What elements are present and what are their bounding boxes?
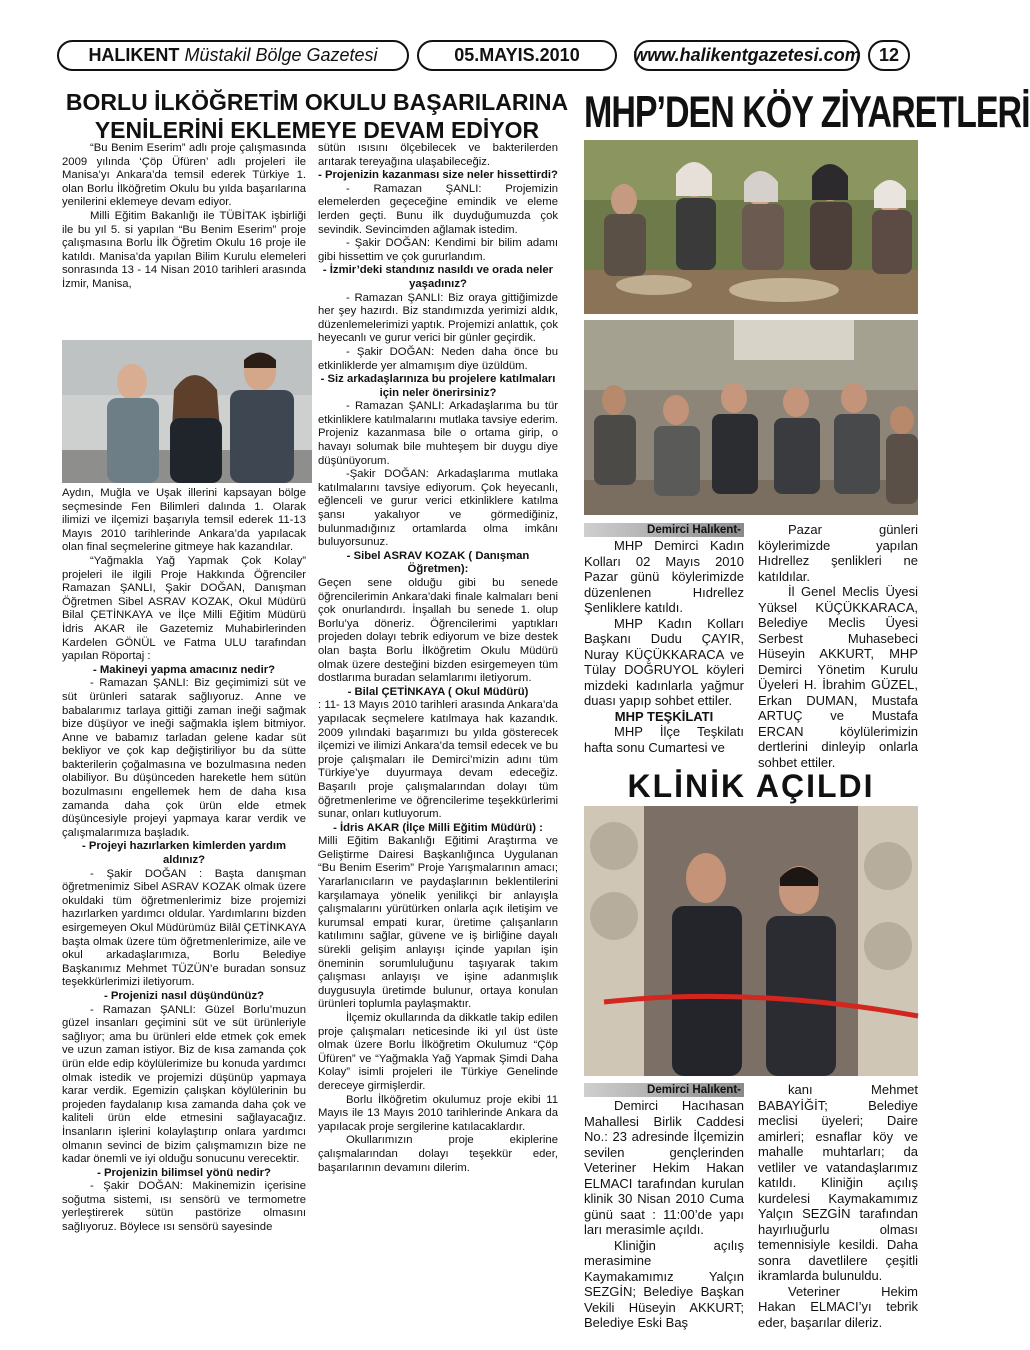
article3-photo-ribbon-cutting (584, 806, 918, 1076)
paragraph: - İdris AKAR (İlçe Milli Eğitim Müdürü) : (333, 821, 543, 834)
paragraph: - Projenizin kazanması size neler hissettirdi? (318, 169, 558, 182)
paragraph: - Projenizi nasıl düşündünüz? (103, 989, 265, 1002)
paragraph: - Ramazan ŞANLI: Biz geçimimizi süt ve süt ürünleri satarak sağlıyoruz. Anne ve babalarımız tarlaya gittiği zaman ineği sağmak bize düşüyor ve ineği sağmakla işlem bitmiyor. Anne ve babamız tarladan gelene kadar süt bekliyor ve çok kap değiştiriliyor bu da sütte bakterilerin çoğalmasına ve bozulmasına neden olabiliyor. Bu düşünceden hareketle hem sütün bozulmasını engellemek hem de daha kısa zamanda daha çok ürün elde etmek düşüncesiyle projeyi yapmaya karar verdik ve çalışmalarımıza başladık. (62, 677, 306, 839)
article3-col1 (584, 1098, 744, 1330)
paragraph: Pazar günleri köylerimizde yapılan Hıdrellez şenlikleri ne katıldılar. (758, 522, 918, 584)
paragraph: “Bu Benim Eserim” adlı proje çalışmasında 2009 yılında ‘Çöp Üfüren’ adlı projeleri ile Manisa’yı Ankara’da temsil ederek Türkiye 1. olan Borlu İlköğretim Okulu bu yılda başarılarına yenilerini eklemeye devam ediyor. (62, 142, 306, 209)
paragraph: - Şakir DOĞAN: Kendimi bir bilim adamı gibi hissettim ve çok gururlandım. (318, 237, 558, 263)
article2-col2 (758, 522, 918, 770)
paragraph: - Makineyi yapma amacınız nedir? (92, 663, 276, 676)
issue-date (417, 40, 617, 71)
paragraph: Demirci Hacıhasan Mahallesi Birlik Caddesi No.: 23 adresinde İlçemizin sevilen gençlerinden Veteriner Hekim Hakan ELMACI tarafından kurulan klinik 30 Nisan 2010 Cuma günü saat : 11:00’de yapı ları merasimle açıldı. (584, 1098, 744, 1237)
paragraph: - İzmir’deki standınız nasıldı ve orada neler yaşadınız? (322, 264, 554, 290)
article1-col1-bottom (62, 487, 306, 1315)
masthead-name (57, 40, 409, 71)
paragraph: - Şakir DOĞAN: Neden daha önce bu etkinliklerde yer almamışım diye üzüldüm. (318, 345, 558, 372)
article2-photo-men-seated (584, 320, 918, 515)
paragraph: MHP Demirci Kadın Kolları 02 Mayıs 2010 Pazar günü köylerimizde düzenlenen Hıdrellez Şenliklere katıldı. (584, 538, 744, 615)
article2-title: MHP’DEN KÖY ZİYARETLERİ (584, 87, 1030, 138)
paragraph: Milli Eğitim Bakanlığı ile TÜBİTAK işbirliği ile bu yıl 5. si yapılan “Bu Benim Eserim” proje çalışmasına Borlu İlk Öğretim Okulu 16 proje ile katıldı. Manisa’da yapılan Bilim Kurulu elemeleri sonrasında 13 - 14 Nisan 2010 tarihleri arasında İzmir, Manisa, (62, 209, 306, 290)
paragraph: Milli Eğitim Bakanlığı Eğitimi Araştırma ve Geliştirme Dairesi Başkanlığınca Uygulanan “Bu Benim Eserim” Proje Yarışmalarının amacı; Yararlanıcıların ve paydaşlarının beklentilerini karşılamaya yönelik yenilikçi bir anlayışla çalışmalarını yürütürken onlarla açık iletişim ve kurumsal empati kurar, üretime çalışanların katılımını sağlar, güvene ve iş birliğine dayalı sürekli gelişim anlayışı içinde yapılan işin öneminin sorumluluğunu taşıyarak takım çalışması anlayışı ve işine adanmışlık duygusuyla üretimde bulunur, ortaya konulan ürünleri toplumla paylaşmaktır. (318, 835, 558, 1011)
page-number (868, 40, 910, 71)
paper-subtitle: Müstakil Bölge Gazetesi (184, 45, 378, 65)
paragraph: İl Genel Meclis Üyesi Yüksel KÜÇÜKKARACA, Belediye Meclis Üyesi Serbest Muhasebeci Hüseyin AKKURT, MHP Demirci Yönetim Kurulu Üyeleri H. İbrahim GÜZEL, Erkan DUMAN, Mustafa ARTUÇ ve Mustafa ERCAN köylülerimizin dertlerini dinleyip onlarla sohbet ettiler. (758, 584, 918, 770)
paragraph: - Ramazan ŞANLI: Biz oraya gittiğimizde her şey hazırdı. Biz standımızda yerimizi aldık, düzenlemelerimizi yaptık. Projemizi anlattık, çok heyecanlı ve gurur verici bir günler geçirdik. (318, 291, 558, 345)
page-number-text: 12 (878, 45, 900, 65)
article3-dateline: Demirci Halıkent- (584, 1083, 744, 1097)
paragraph: kanı Mehmet BABAYİĞİT; Belediye meclisi üyeleri; Daire amirleri; esnaflar köy ve mahalle muhtarları; da vetliler ve vatandaşlarımız katıldı. Kliniğin açılış kurdelesi Kaymakamımız Yalçın SEZGİN tarafından hayırlıuğurlu olması temennisiyle kesildi. Daha sonra davetlilere çeşitli ikramlarda bulunuldu. (758, 1082, 918, 1283)
paragraph: - Projenizin bilimsel yönü nedir? (97, 1166, 271, 1179)
paragraph: Borlu İlköğretim okulumuz proje ekibi 11 Mayıs ile 13 Mayıs 2010 tarihlerinde Ankara da yapılacak proje sergilerine katılacaklardır. (318, 1093, 558, 1133)
article2-dateline: Demirci Halıkent- (584, 523, 744, 537)
paragraph: MHP Kadın Kolları Başkanı Dudu ÇAYIR, Nuray KÜÇÜKKARACA ve Tülay DOĞRUYOL köyleri mizdeki kadınlarla yağmur duası yapıp sohbet ettiler. (584, 615, 744, 708)
paragraph: MHP TEŞKİLATI (614, 708, 714, 724)
article1-headline: BORLU İLKÖĞRETİM OKULU BAŞARILARINA YENİLERİNİ EKLEMEYE DEVAM EDİYOR (65, 89, 569, 143)
paragraph: - Şakir DOĞAN : Başta danışman öğretmenimiz Sibel ASRAV KOZAK olmak üzere okuldaki tüm öğretmenlerimiz bize projemizi hazırlarken yardımcı oldular. Yardımlarını bizden esirgemeyen Okul Müdürümüz Bilâl ÇETİNKAYA başta olmak üzere tüm öğretmenlerimize, aile ve okul arkadaşlarımıza, Borlu Belediye Başkanımız Mehmet TÜZÜN’e buradan sonsuz teşekkürlerimizi iletiyorum. (62, 867, 306, 989)
article2-photo-women-picnic (584, 140, 918, 314)
paragraph: - Ramazan ŞANLI: Güzel Borlu’muzun güzel insanları geçimini süt ve süt ürünleriyle sağlıyor; ama bu ürünleri elde etmek çok emek ve uzun zaman istiyor. Biz de kısa zamanda çok ürün elde edip köylülerimize bu konuda yardımcı olmak istedik ve projemizi düşünüp yapmaya karar verdik. Egemizin çalışkan köylülerinin bu projeden faydalanıp kısa zamanda daha çok ve kaliteli ürün elde etmesini sağlayacağız. İnsanların işlerini kolaylaştırıp onlara yardımcı olmanın sevinci de bizim çalışmamızın bize ne kadar önemli ve iyi olduğu sonucunu verecektir. (62, 1003, 306, 1166)
paragraph: İlçemiz okullarında da dikkatle takip edilen proje çalışmaları neticesinde iki yıl üst üste olmak üzere Borlu İlköğretim Okulumuz “Çöp Üfüren” ve “Yağmakla Yağ Yapmak Şimdi Daha Kolay” isimli projeleri ile Türkiye Genelinde dereceye girmişlerdir. (318, 1012, 558, 1092)
paragraph: - Projeyi hazırlarken kimlerden yardım aldınız? (81, 840, 287, 867)
article2-col1 (584, 538, 744, 762)
paragraph: sütün ısısını ölçebilecek ve bakterilerden arıtarak tereyağına ulaşabileceğiz. (318, 142, 558, 168)
paragraph: : 11- 13 Mayıs 2010 tarihleri arasında Ankara’da yapılacak seçmelere katılmaya hak kazandık. 2009 yılındaki başarımızı bu yılda gösterecek ilçemizi ve ilimizi Ankara’da temsil edecek ve bu proje çalışmaları ile Demirci’mizin adını tüm Türkiye’ye duyurmaya devam edeceğiz. Başarılı proje çalışmalarından dolayı tüm öğretmenlerime ve öğrencilerime teşekkürlerimi sunar, onları kutluyorum. (318, 699, 558, 821)
article3-col2 (758, 1082, 918, 1330)
paragraph: - Bilal ÇETİNKAYA ( Okul Müdürü) (347, 685, 529, 698)
paragraph: - Ramazan ŞANLI: Arkadaşlarıma bu tür etkinliklere katılmalarını mutlaka tavsiye ederim. Projeniz kazanmasa bile o ortama girip, o havayı solumak bile muhteşem bir duygu diye düşünüyorum. (318, 400, 558, 467)
paragraph: Kliniğin açılış merasimine Kaymakamımız Yalçın SEZGİN; Belediye Başkan Vekili Hüseyin AKKURT; Belediye Eski Baş (584, 1237, 744, 1330)
article1-col2 (318, 142, 558, 1314)
paper-name: HALIKENT (88, 45, 180, 65)
paragraph: Aydın, Muğla ve Uşak illerini kapsayan bölge seçmesinde Fen Bilimleri dalında 1. Olarak ilimizi ve ilçemizi başarıyla temsil ederek 11-13 Mayıs 2010 tarihlerinde Ankara’da yapılacak olan final seçmelerine gitmeye hak kazandılar. (62, 487, 306, 554)
website-text: www.halikentgazetesi.com (633, 45, 861, 65)
paragraph: - Sibel ASRAV KOZAK ( Danışman Öğretmen): (346, 549, 530, 576)
paragraph: Veteriner Hekim Hakan ELMACI’yı tebrik eder, başarılar dileriz. (758, 1283, 918, 1330)
article3-title: KLİNİK AÇILDI (627, 768, 875, 804)
website[interactable] (634, 40, 860, 71)
date-text: 05.MAYIS.2010 (454, 45, 580, 65)
paragraph: - Ramazan ŞANLI: Projemizin elemelerden geçeceğine emindik ve eleme lerden geçti. Bunu ilk duyduğumuzda çok sevindik. Sevincimden ağlamak istedim. (318, 182, 558, 236)
paragraph: Okullarımızın proje ekiplerine çalışmalarından dolayı teşekkür eder, başarılarının devamını dilerim. (318, 1134, 558, 1174)
paragraph: - Şakir DOĞAN: Makinemizin içerisine soğutma sistemi, ısı sensörü ve termometre yerleştirerek sütün pastörize olmasını sağlıyoruz. Böylece ısı sensörü sayesinde (62, 1180, 306, 1234)
paragraph: - Siz arkadaşlarınıza bu projelere katılmaları için neler önerirsiniz? (320, 373, 556, 399)
paragraph: -Şakir DOĞAN: Arkadaşlarıma mutlaka katılmalarını tavsiye ediyorum. Çok heyecanlı, eğlenceli ve gurur verici etkinliklere katılma şansı yakalıyor ve görmediğiniz, bulunmadığınız ortamlarda olma imkânı buluyorsunuz. (318, 468, 558, 549)
paragraph: MHP İlçe Teşkilatı hafta sonu Cumartesi ve (584, 724, 744, 755)
paragraph: “Yağmakla Yağ Yapmak Çok Kolay” projeleri ile ilgili Proje Hakkında Öğrenciler Ramazan ŞANLI, Şakir DOĞAN, Danışman Öğretmen Sibel ASRAV KOZAK, Okul Müdürü Bilal ÇETİNKAYA ve İlçe Milli Eğitim Müdürü İdris AKAR ile Gazetemiz Muhabirlerinden Kardelen GÖNÜL ve Fatma ULU tarafından yapılan Röportaj : (62, 554, 306, 663)
article1-col1-top (62, 142, 306, 337)
paragraph: Geçen sene olduğu gibi bu senede öğrencilerimin Ankara’daki finale kalmaları beni çok onurlandırdı. İnşallah bu senede 1. olup Borlu’ya döneriz. Öğrencilerimi yaptıkları projeden dolayı tebrik ediyorum ve bize destek olan başta Borlu İlköğretim Okulu Müdürü olmak üzere desteğini bizden esirgemeyen tüm dostlarıma buradan selamlarımı iletiyorum. (318, 577, 558, 685)
article1-photo-students (62, 340, 312, 483)
